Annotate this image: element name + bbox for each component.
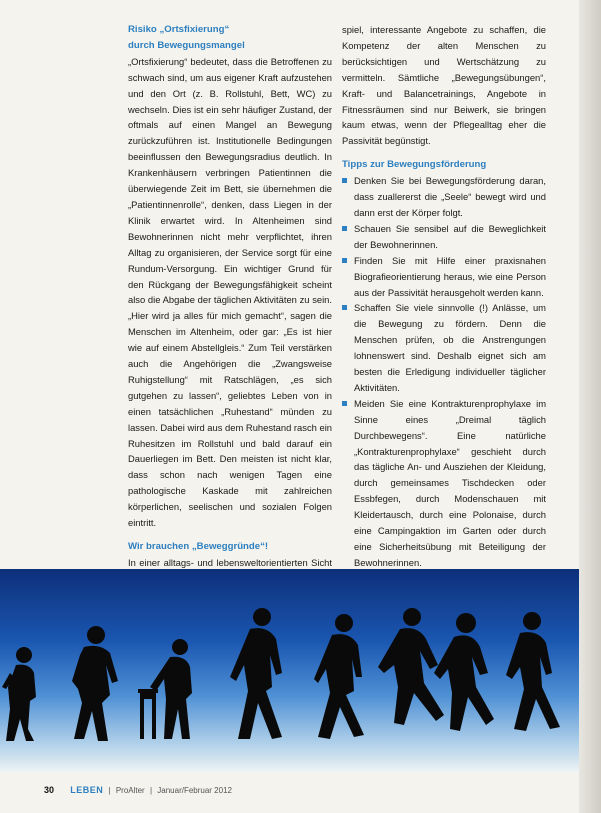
paragraph-ortsfixierung: „Ortsfixierung“ bedeutet, dass die Betroffenen zu schwach sind, um aus eigener Kraft aufzustehen und den Ort (z. B. Rollstuhl, Bett, WC) zu wechseln. Dies ist ein sehr häufiger Zustand, der oftmals auf einen Mangel an Bewegung zurückzuführen ist. Institutionelle Bedingungen beeinflussen den Bewegungsradius deutlich. In Krankenhäusern verbringen Patientinnen die überwiegende Zeit im Bett, sie übernehmen die „Patientinnenrolle“, denken, dass Liegen in der Klinik erwartet wird. In Altenheimen sind Bewohnerinnen nicht mehr verpflichtet, ihren Alltag zu organisieren, der Service sorgt für eine Rundum-Versorgung. Ein wichtiger Grund für den Rückgang der Bewegungsfähigkeit scheint also die Abgabe der täglichen Aktivitäten zu sein. „Hier wird ja alles für mich gemacht“, sagen die Menschen im Altenheim, oder gar: „Es ist hier wie auf einem Abstellgleis.“ Zum Teil verstärken auch die Angehörigen die „Zwangsweise Ruhigstellung“ mit Ratschlägen, „es sich gutgehen zu lassen“, geliebtes Leben von in einen tatsächlichen „Ruhestand“ münden zu lassen. Dabei wird aus dem Ruhestand rasch ein Ruhesitzen im Rollstuhl und bald darauf ein Dauerliegen im Bett. Den meisten ist nicht klar, dass schon nach wenigen Tagen eine pathologische Kaskade mit zahlreichen körperlichen, seelischen und sozialen Folgen eintritt. [128,55,332,529]
silhouette-woman-jogging [434,613,494,731]
tip-item: Finden Sie mit Hilfe einer praxisnahen Biografieorientierung heraus, wie eine Person aus der Passivität herausgeholt werden kann. [342,253,546,301]
tip-item: Denken Sie bei Bewegungsförderung daran, dass zuallererst die „Seele“ bewegt wird und dann erst der Körper folgt. [342,173,546,221]
page-edge [579,0,601,813]
right-column [342,22,546,571]
silhouettes-illustration [0,569,579,772]
heading-tipps: Tipps zur Bewegungsförderung [342,159,487,171]
paragraph-beweggruende: In einer alltags- und lebensweltorientierten Sicht [128,556,332,568]
silhouette-man-jogging [378,608,444,725]
paragraph-continued: spiel, interessante Angebote zu schaffen, die Kompetenz der alten Menschen zu berücksichtigen und Wertschätzung zu vermitteln. Sämtliche „Bewegungsübungen“, Kraft- und Balancetrainings, Angebote in Fitnessräumen sind nur Beiwerk, sie bringen kaum etwas, wenn der Pflegealltag eher die Passivität begünstigt. [342,24,546,147]
silhouette-man-walking [230,608,282,739]
issue-date: Januar/Februar 2012 [157,786,232,795]
tip-item: Meiden Sie eine Kontrakturenprophylaxe im Sinne eines „Dreimal täglich Durchbewegens“. Eine natürliche „Kontrakturenprophylaxe“ geschieht durch das tägliche An- und Ausziehen der Kleidung, durch gemeinsames Tischdecken oder Essbfegen, durch Modenschauen mit Kleidertausch, durch eine Polonaise, durch eine Campingaktion im Garten oder durch eine Sicherheitsübung mit Beteiligung der Bewohnerinnen. [342,396,546,571]
left-column [128,22,332,587]
square-bullet-icon [342,178,347,183]
section-name: LEBEN [70,785,104,795]
silhouette-elderly-walker [2,647,36,741]
tip-item: Schaffen Sie viele sinnvolle (!) Anlässe, um die Bewegung zu fördern. Denn die Menschen prüfen, ob die Anstrengungen lohnenswert sind. Deshalb eignet sich am besten die Erledigung individueller täglicher Aktivitäten. [342,300,546,395]
heading-ortsfixierung-line2: durch Bewegungsmangel [128,39,245,51]
page-number: 30 [44,785,55,795]
heading-ortsfixierung-line1: Risiko „Ortsfixierung“ [128,24,230,35]
silhouette-person-with-walker [138,639,192,739]
publication-name: ProAlter [115,786,145,795]
silhouette-man-walking-3 [506,612,560,731]
square-bullet-icon [342,305,347,310]
footer-separator-2: | [149,786,153,795]
tips-list [342,173,546,571]
walking-silhouettes-photo [0,569,579,772]
page-footer [44,785,232,795]
square-bullet-icon [342,401,347,406]
tip-item: Schauen Sie sensibel auf die Beweglichkeit der Bewohnerinnen. [342,221,546,253]
heading-beweggruende: Wir brauchen „Beweggründe“! [128,541,269,552]
silhouette-man-walking-2 [314,614,364,739]
square-bullet-icon [342,226,347,231]
square-bullet-icon [342,258,347,263]
footer-separator: | [108,786,111,795]
silhouette-woman-walking [72,626,118,741]
